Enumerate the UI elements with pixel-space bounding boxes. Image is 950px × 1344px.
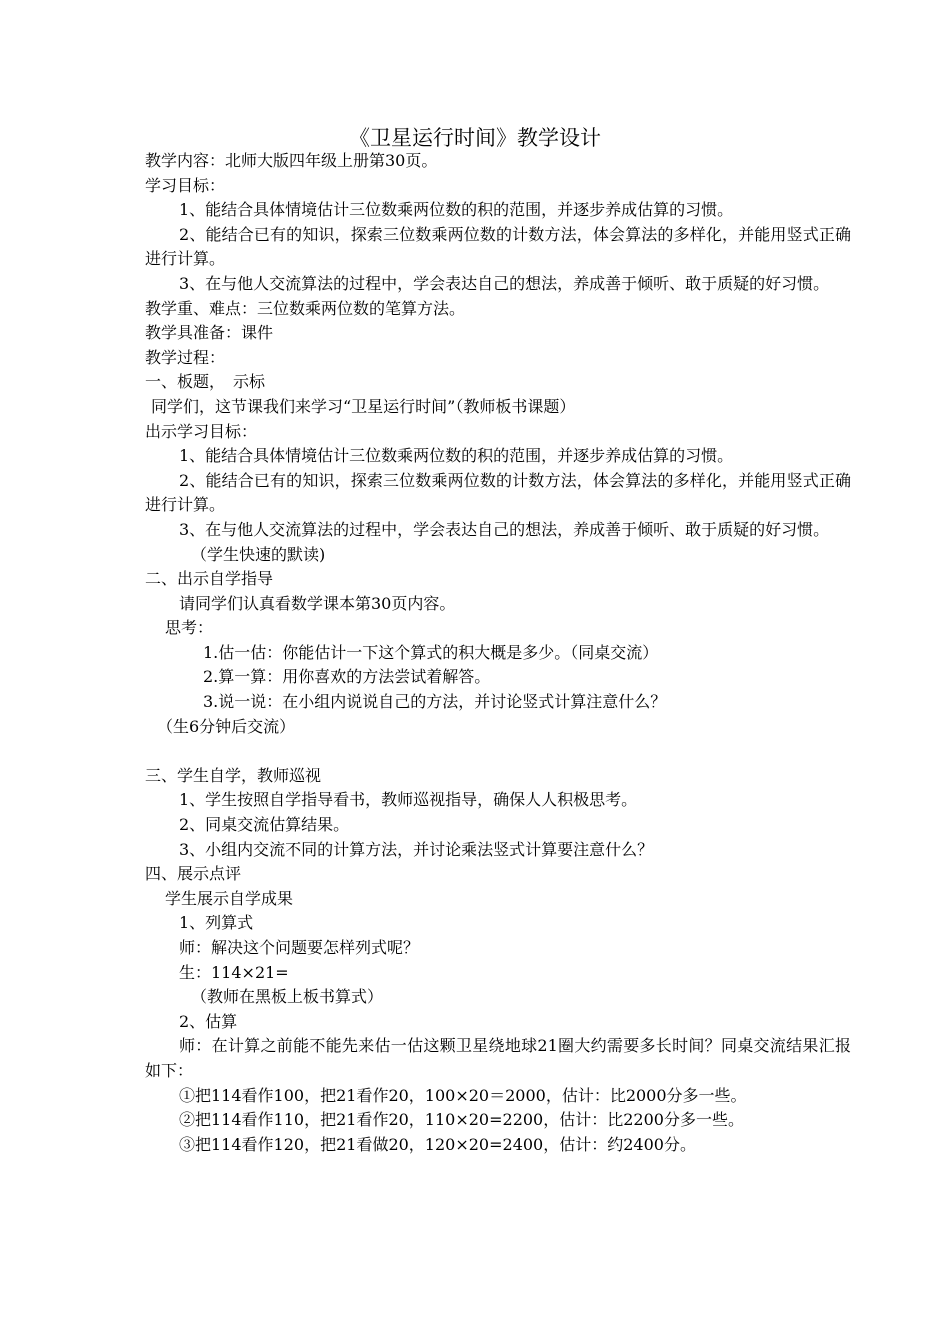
think-item-1: 1.估一估：你能估计一下这个算式的积大概是多少。（同桌交流） <box>203 642 659 662</box>
section-3-item-2: 2、同桌交流估算结果。 <box>179 815 350 835</box>
document-body <box>145 149 851 1157</box>
section-4-text: 学生展示自学成果 <box>165 888 294 908</box>
teaching-tools-line: 教学具准备：课件 <box>145 323 274 343</box>
teaching-content-line: 教学内容：北师大版四年级上册第30页。 <box>145 151 438 170</box>
section-3-heading: 三、学生自学，教师巡视 <box>145 765 322 785</box>
section-3-item-1: 1、学生按照自学指导看书，教师巡视指导，确保人人积极思考。 <box>179 790 638 810</box>
six-minute-note: （生6分钟后交流） <box>157 716 296 736</box>
show-goals-heading: 出示学习目标： <box>145 421 258 441</box>
section-1-heading: 一、板题， 示标 <box>145 372 266 392</box>
section-4-heading: 四、展示点评 <box>145 864 242 884</box>
key-difficulty-line: 教学重、难点：三位数乘两位数的笔算方法。 <box>145 298 466 318</box>
think-item-2: 2.算一算：用你喜欢的方法尝试着解答。 <box>203 667 491 687</box>
goal-2-repeat: 2、能结合已有的知识，探索三位数乘两位数的计数方法，体会算法的多样化，并能用竖式正确进行计算。 <box>145 470 851 515</box>
teaching-process-heading: 教学过程： <box>145 347 226 367</box>
teacher-estimate-question: 师：在计算之前能不能先来估一估这颗卫星绕地球21圈大约需要多长时间？同桌交流结果汇报如下： <box>145 1036 851 1080</box>
teacher-question: 师：解决这个问题要怎样列式呢？ <box>179 938 420 957</box>
goal-3: 3、在与他人交流算法的过程中，学会表达自己的想法，养成善于倾听、敢于质疑的好习惯。 <box>179 273 830 293</box>
blank-line <box>145 739 851 764</box>
estimate-result-1: ①把114看作100，把21看作20，100×20＝2000，估计：比2000分多一些。 <box>179 1085 747 1105</box>
think-item-3: 3.说一说：在小组内说说自己的方法，并讨论竖式计算注意什么？ <box>203 692 667 712</box>
list-formula-item: 1、列算式 <box>179 913 254 933</box>
silent-reading-note: （学生快速的默读) <box>191 544 326 564</box>
estimate-item: 2、估算 <box>179 1011 238 1031</box>
estimate-result-3: ③把114看作120，把21看做20，120×20=2400，估计：约2400分。 <box>179 1134 696 1154</box>
section-2-heading: 二、出示自学指导 <box>145 569 274 589</box>
section-3-item-3: 3、小组内交流不同的计算方法，并讨论乘法竖式计算要注意什么？ <box>179 839 654 859</box>
student-answer: 生：114×21= <box>179 962 289 982</box>
document-title: 《卫星运行时间》教学设计 <box>349 126 601 150</box>
learning-goals-heading: 学习目标： <box>145 175 226 195</box>
goal-3-repeat: 3、在与他人交流算法的过程中，学会表达自己的想法，养成善于倾听、敢于质疑的好习惯。 <box>179 519 830 539</box>
board-note: （教师在黑板上板书算式） <box>191 987 384 1007</box>
goal-2: 2、能结合已有的知识，探索三位数乘两位数的计数方法，体会算法的多样化，并能用竖式正确进行计算。 <box>145 224 851 269</box>
section-2-text: 请同学们认真看数学课本第30页内容。 <box>179 593 456 613</box>
goal-1-repeat: 1、能结合具体情境估计三位数乘两位数的积的范围，并逐步养成估算的习惯。 <box>179 446 734 466</box>
goal-1: 1、能结合具体情境估计三位数乘两位数的积的范围，并逐步养成估算的习惯。 <box>179 200 734 220</box>
estimate-result-2: ②把114看作110，把21看作20，110×20=2200，估计：比2200分多一些。 <box>179 1110 744 1130</box>
think-heading: 思考： <box>165 618 214 638</box>
section-1-text: 同学们，这节课我们来学习“卫星运行时间”（教师板书课题） <box>151 396 576 416</box>
